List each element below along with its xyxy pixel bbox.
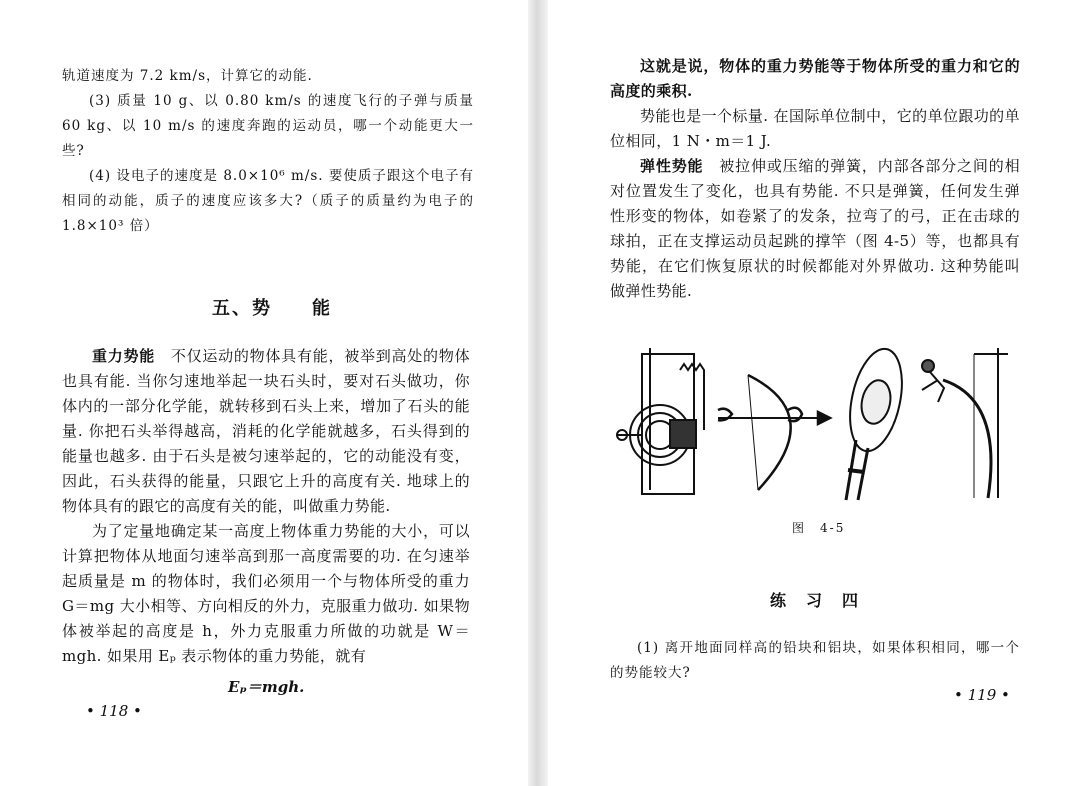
paragraph-quantify: 为了定量地确定某一高度上物体重力势能的大小，可以计算把物体从地面匀速举高到那一高度需要的功. 在匀速举起质量是 m 的物体时，我们必须用一个与物体所受的重力 G＝mg 大小相等、方向相反的外力，克服重力做功. 如果物体被举起的高度是 h，外力克服重力所做的功就是 W＝mgh. 如果用 Eₚ 表示物体的重力势能，就有	[62, 522, 470, 665]
exercise-line-1: 轨道速度为 7.2 km/s，计算它的动能.	[62, 68, 313, 84]
exercise-q3: (3) 质量 10 g、以 0.80 km/s 的速度飞行的子弹与质量 60 kg、以 10 m/s 的速度奔跑的运动员，哪一个动能更大一些?	[62, 93, 474, 159]
bow-and-arrow-icon	[718, 375, 830, 490]
exercise-q4: (4) 设电子的速度是 8.0×10⁶ m/s. 要使质子跟这个电子有相同的动能，质子的速度应该多大?（质子的质量约为电子的 1.8×10³ 倍）	[62, 168, 474, 234]
paragraph-pe-equals: 这就是说，物体的重力势能等于物体所受的重力和它的高度的乘积.	[610, 57, 1020, 100]
section-heading: 五、势 能	[212, 298, 332, 319]
left-page	[0, 0, 528, 786]
book-gutter	[528, 0, 548, 786]
paragraph-elastic-pe	[610, 154, 1020, 304]
right-page	[548, 0, 1080, 786]
term-elastic-pe: 弹性势能	[640, 157, 704, 175]
clock-spring-icon	[617, 348, 704, 494]
exercise-continuation	[62, 64, 474, 239]
paragraph-elastic-pe-body: 被拉伸或压缩的弹簧，内部各部分之间的相对位置发生了变化，也具有势能. 不只是弹簧，任何发生弹性形变的物体，如卷紧了的发条，拉弯了的弓，正在击球的球拍，正在支撑运动员起跳的撑竿（图 4-5）等，也都具有势能，在它们恢复原状的时候都能对外界做功. 这种势能叫做弹性势能.	[610, 157, 1020, 300]
figure-caption: 图 4-5	[792, 521, 846, 535]
pole-vault-icon	[922, 348, 1008, 498]
paragraph-gravity-pe	[62, 344, 470, 519]
page-number-right: • 119 •	[954, 686, 1010, 704]
exercise-four	[610, 636, 1020, 686]
paragraph-gravity-pe-body: 不仅运动的物体具有能，被举到高处的物体也具有能. 当你匀速地举起一块石头时，要对石头做功，你体内的一部分化学能，就转移到石头上来，增加了石头的能量. 你把石头举得越高，消耗的化学能就越多，石头得到的能量也越多. 由于石头是被匀速举起的，它的动能没有变，因此，石头获得的能量，只跟它上升的高度有关. 地球上的物体具有的跟它的高度有关的能，叫做重力势能.	[62, 347, 470, 515]
page-number-left: • 118 •	[86, 702, 142, 720]
figure-4-5	[608, 340, 1028, 505]
exercise-heading: 练 习 四	[770, 591, 861, 610]
gravitational-potential-energy-text	[62, 344, 470, 669]
right-text	[610, 54, 1020, 304]
term-gravity-pe: 重力势能	[92, 347, 156, 365]
paragraph-pe-scalar: 势能也是一个标量. 在国际单位制中，它的单位跟功的单位相同，1 N・m＝1 J.	[610, 107, 1020, 150]
equation-ep: Eₚ＝mgh.	[228, 678, 305, 696]
tennis-racket-icon	[842, 344, 911, 500]
exercise-four-q1: (1) 离开地面同样高的铅块和铝块，如果体积相同，哪一个的势能较大?	[610, 640, 1020, 681]
